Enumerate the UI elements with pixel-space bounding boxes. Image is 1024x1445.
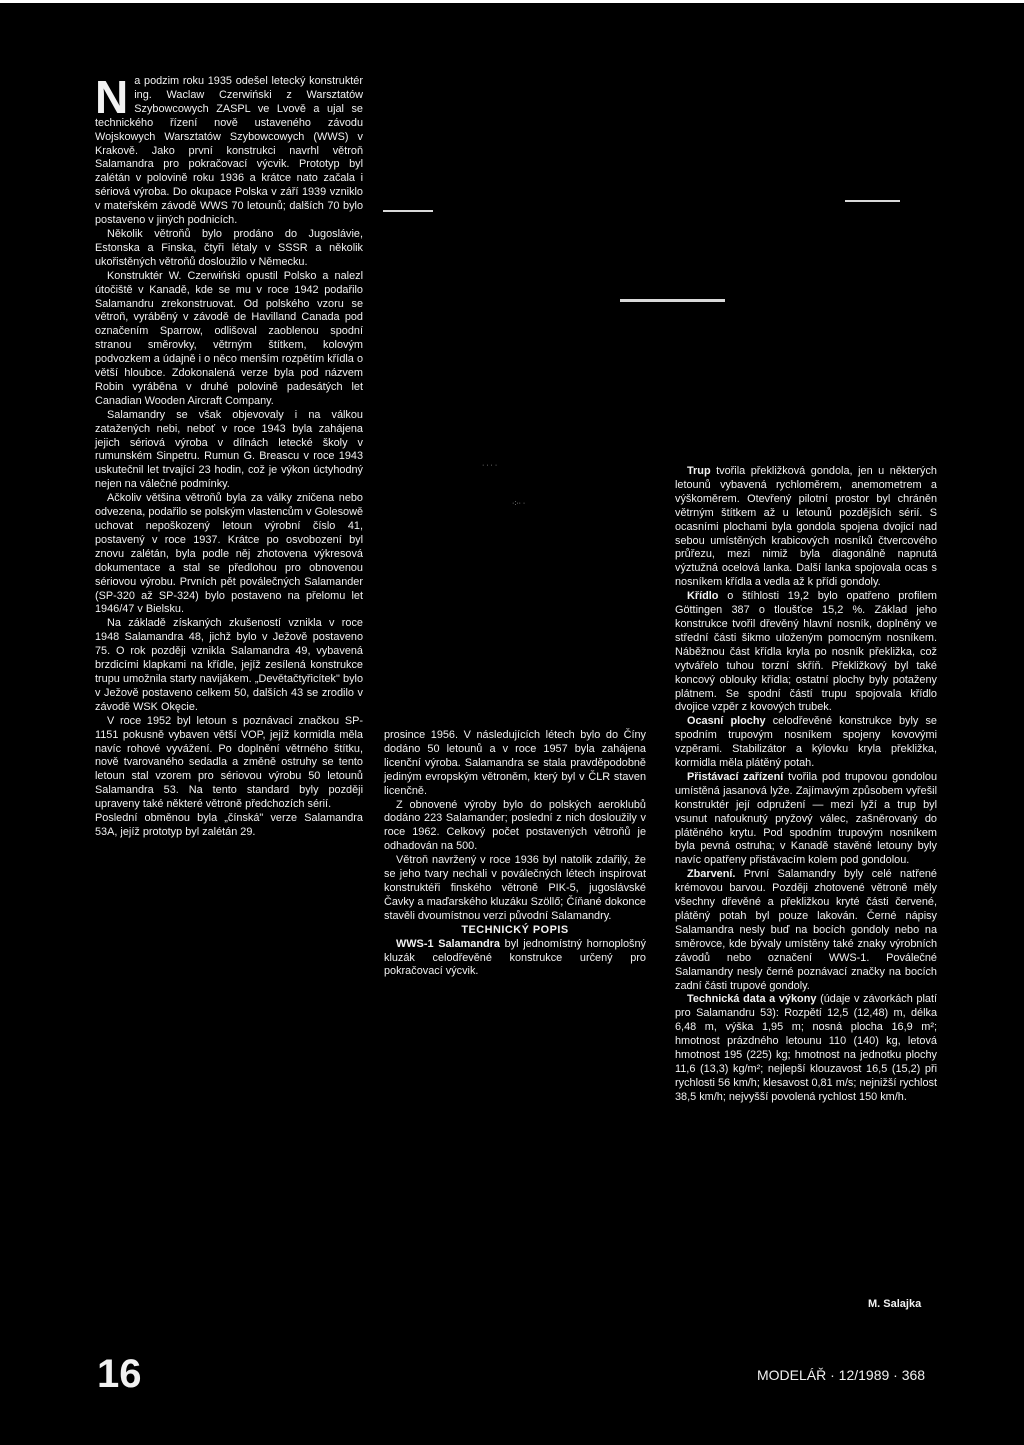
author-signature: M. Salajka — [868, 1298, 922, 1310]
drop-cap: N — [95, 71, 129, 123]
paragraph: Trup tvořila překližková gondola, jen u některých letounů vybavená rychloměrem, anemometrem a výškoměrem. Otevřený pilotní prostor byl chráněn větrným štítkem až u letounů pozdějších sérií. S ocasními plochami byla gondola spojena dvojicí nad sebou umístěných krabicových nosníků čtvercového průřezu, mezi nimiž byla diagonálně napnutá výztužná ocelová lanka. Další lanka spojovala ocas s nosníkem křídla a vedla až k přídi gondoly. — [675, 465, 937, 589]
paragraph: Na podzim roku 1935 odešel letecký konstruktér ing. Waclaw Czerwiński z Warsztatów Szybowcowych ZASPL ve Lvově a ujal se technického řízení nově ustaveného závodu Wojskowych Warsztatów Szybowcowych (WWS) v Krakově. Jako první konstrukci navrhl větroň Salamandra pro pokračovací výcvik. Prototyp byl zalétán v polovině roku 1936 a krátce nato začala i sériová výroba. Do okupace Polska v září 1939 vzniklo v mateřském závodě WWS 70 letounů; dalších 70 bylo postaveno v jiných podnicích. — [95, 71, 363, 227]
column-1 — [95, 71, 363, 840]
paragraph: Ačkoliv většina větroňů byla za války zničena nebo odvezena, podařilo se polským vlastencům v Golesowě uchovat nepoškozený letoun výrobní číslo 41, postavený v roce 1937. Krátce po osvobození byl znovu zalétán, byla podle něj zhotovena výkresová dokumentace a stal se předlohou pro obnovenou sériovou výrobu. Prvních pět poválečných Salamander (SP-320 až SP-324) bylo postaveno na přelomu let 1946/47 v Bielsku. — [95, 492, 363, 616]
magazine-folio: MODELÁŘ · 12/1989 · 368 — [757, 1367, 926, 1383]
paragraph: Z obnovené výroby bylo do polských aeroklubů dodáno 223 Salamander; poslední z nich dosloužily v roce 1962. Celkový počet postavených větroňů je odhadován na 500. — [384, 798, 646, 853]
paragraph: Větroň navržený v roce 1936 byl natolik zdařilý, že se jeho tvary nechali v poválečných létech inspirovat konstruktéři finského větroně PIK-5, jugoslávské Čavky a maďarského kluzáku Szöllő; Číňané dokonce stavěli dvoumístnou verzi původní Salamandry. — [384, 854, 646, 922]
image-fragment-line — [620, 299, 725, 302]
paragraph: Konstruktér W. Czerwiński opustil Polsko a nalezl útočiště v Kanadě, kde se mu v roce 1942 podařilo Salamandru zrekonstruovat. Od polského vzoru se větroň, vyráběný v závodě de Havilland Canada pod označením Sparrow, odlišoval zaoblenou spodní stranou směrovky, větrným štítkem, kolovým podvozkem a údajně i o něco menším rozpětím křídla o větší hloubce. Zdokonalená verze byla pod názvem Robin vyráběna v druhé polovině padesátých let Canadian Wooden Aircraft Company. — [95, 269, 363, 407]
image-fragment-line — [845, 200, 900, 202]
paragraph: Technická data a výkony (údaje v závorkách platí pro Salamandru 53): Rozpětí 12,5 (12,48) m, délka 6,48 m, výška 1,95 m; nosná plocha 16,9 m²; hmotnost prázdného letounu 110 (140) kg, letová hmotnost 195 (225) kg; hmotnost na jednotku plochy 11,6 (13,3) kg/m²; nejlepší klouzavost 16,5 (15,2) při rychlosti 56 km/h; klesavost 0,81 m/s; nejnižší rychlost 38,5 km/h; nejvyšší povolená rychlost 150 km/h. — [675, 993, 937, 1103]
paragraph: Na základě získaných zkušeností vznikla v roce 1948 Salamandra 48, jichž bylo v Ježově postaveno 75. O rok později vznikla Salamandra 49, vybavená brzdicími klapkami na křídle, jejíž zesílená konstrukce trupu umožnila starty navijákem. „Devětačtyřicítek" bylo v Ježově postaveno celkem 50, dalších 43 se zrodilo v závodě WSK Okęcie. — [95, 617, 363, 713]
paragraph: Přistávací zařízení tvořila pod trupovou gondolou umístěná jasanová lyže. Zajímavým způsobem vyřešil konstruktér její odpružení — mezi lyží a trup byl vsunut nafouknutý pryžový válec, zašněrovaný do plátěného krytu. Pod spodním trupovým nosníkem byla pevná ostruha; v Kanadě stavěné letouny byly navíc opatřeny přistávacím kolem pod gondolou. — [675, 770, 937, 867]
section-heading: TECHNICKÝ POPIS — [461, 923, 569, 936]
paragraph: Salamandry se však objevovaly i na válkou zatažených nebi, neboť v roce 1943 byla zahájena jejich sériová výroba v dílnách letecké školy v rumunském Sinpetru. Rumun G. Breascu v roce 1943 uskutečnil let trvající 23 hodin, což je výkon úctyhodný nejen na válečné podmínky. — [95, 408, 363, 491]
image-fragment-line — [383, 210, 433, 212]
paragraph: Zbarvení. První Salamandry byly celé natřené krémovou barvou. Později zhotovené větroně měly všechny dřevěné a překližkou kryté části červené, plátěný potah byl pouze lakován. Černé nápisy Salamandra nesly buď na bocích gondoly nebo na směrovce, kde bývaly umístěny také znaky výrobních závodů nebo označení WWS-1. Poválečné Salamandry nesly černé poznávací značky na bocích zadní části trupové gondoly. — [675, 868, 937, 992]
paragraph: Ocasní plochy celodřevěné konstrukce byly se spodním trupovým nosníkem spojeny kovovými vzpěrami. Stabilizátor a kýlovku kryla překližka, kormidla měla plátěný potah. — [675, 715, 937, 770]
image-fragment-dot: · · · · — [482, 462, 498, 469]
paragraph: WWS-1 Salamandra byl jednomístný hornoplošný kluzák celodřevěné konstrukce určený pro pokračovací výcvik. — [384, 937, 646, 978]
paragraph: Poslední obměnou byla „čínská" verze Salamandra 53A, jejíž prototyp byl zalétán 29. — [95, 812, 363, 838]
image-fragment-dot: ·:·· · — [512, 500, 526, 507]
page-number: 16 — [97, 1352, 142, 1396]
paragraph: prosince 1956. V následujících létech bylo do Číny dodáno 50 letounů a v roce 1957 byla zahájena licenční výroba. Salamandra se stala pravděpodobně jediným evropským větroněm, který byl v ČLR staven licenčně. — [384, 729, 646, 797]
paragraph: V roce 1952 byl letoun s poznávací značkou SP-1151 pokusně vybaven větší VOP, jejíž kormidla měla navíc rohové vyvážení. Po doplnění větrného štítku, nově tvarovaného sedadla a změně ostruhy se tento letoun stal vzorem pro sériovou výrobu 50 letounů Salamandra 53. Na tento standard byly později upraveny také některé větroně předchozích sérií. — [95, 714, 363, 811]
top-border — [0, 0, 1024, 3]
paragraph: Křídlo o štíhlosti 19,2 bylo opatřeno profilem Göttingen 387 o tloušťce 15,2 %. Základ jeho konstrukce tvořil dřevěný hlavní nosník, doplněný ve střední části šikmo uloženým pomocným nosníkem. Náběžnou část křídla kryla po nosník překližka, což vytvářelo tuhou torzní skříň. Překližkový byl také koncový oblouky křídla; ostatní plochy byly potaženy plátnem. Se spodní částí trupu spojovala křídlo dvojice vzpěr z kovových trubek. — [675, 590, 937, 714]
column-2 — [384, 729, 646, 979]
column-3 — [675, 465, 937, 1105]
paragraph: Několik větroňů bylo prodáno do Jugoslávie, Estonska a Finska, čtyři létaly v SSSR a několik ukořistěných větroňů dosloužilo v Německu. — [95, 227, 363, 268]
